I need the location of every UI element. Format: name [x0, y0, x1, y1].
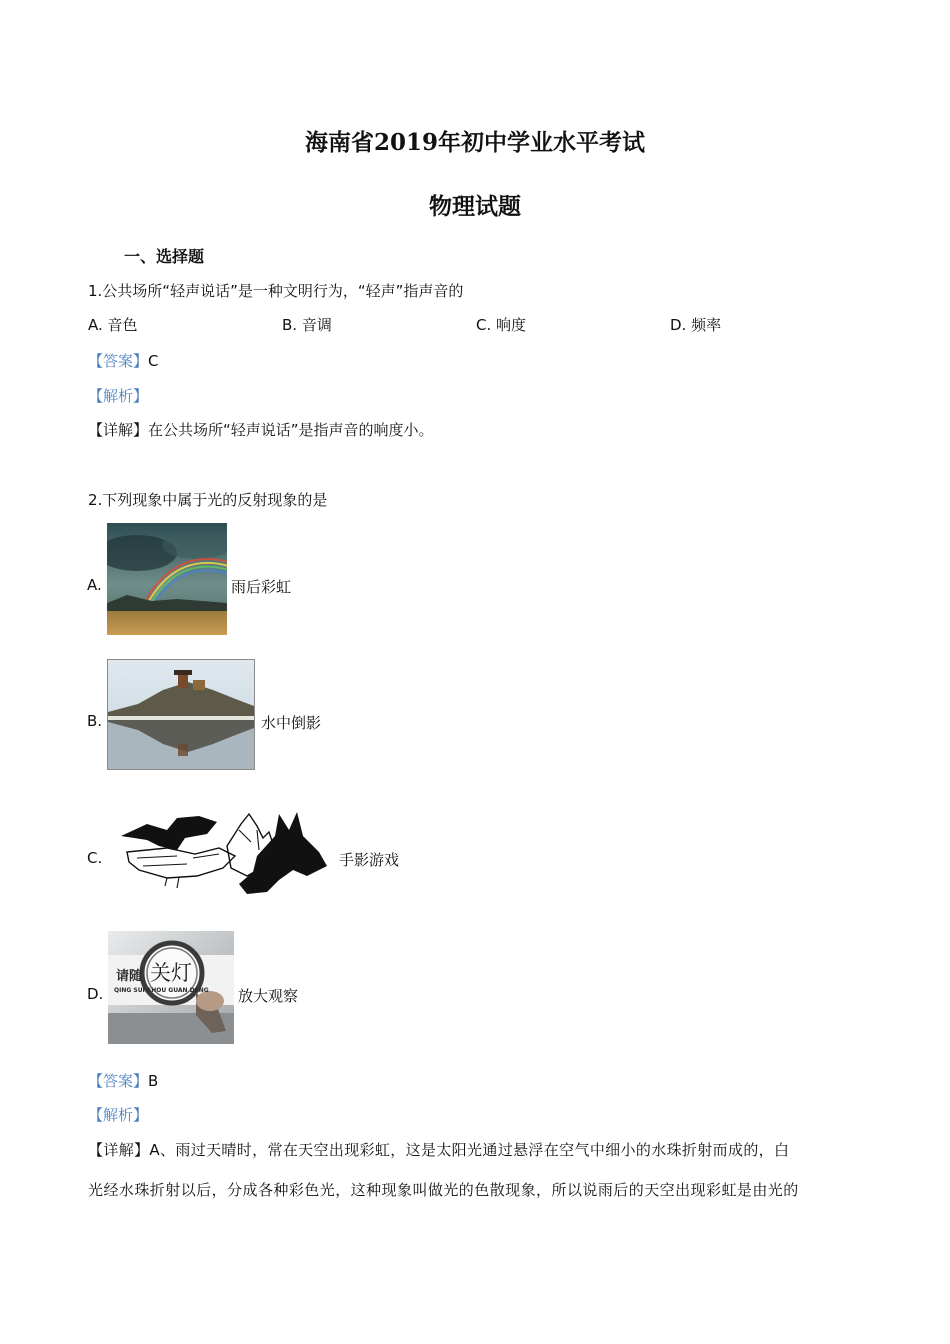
q2-option-d-caption: 放大观察 [238, 987, 299, 1005]
sign-text-magnified: 关灯 [150, 961, 192, 985]
answer-tag: 【答案】 [88, 1072, 149, 1090]
sign-text-pinyin: QING SUI SHOU GUAN DENG [114, 987, 209, 994]
answer-value: B [148, 1072, 159, 1090]
option-text: 音调 [301, 316, 332, 334]
q1-option-a [88, 315, 138, 335]
option-letter: B. [282, 316, 298, 334]
q2-answer [88, 1071, 158, 1091]
detail-text: A、雨过天晴时，常在天空出现彩虹，这是太阳光通过悬浮在空气中细小的水珠折射而成的，白 [149, 1141, 790, 1159]
magnifier-photo [108, 931, 234, 1044]
sign-text-left: 请随 [116, 969, 143, 984]
q2-detail-line-1 [88, 1140, 789, 1160]
page-subtitle: 物理试题 [429, 193, 521, 220]
question-1-stem: 1.公共场所“轻声说话”是一种文明行为，“轻声”指声音的 [88, 282, 464, 300]
answer-tag: 【答案】 [88, 352, 149, 370]
option-letter: C. [476, 316, 492, 334]
detail-text: 在公共场所“轻声说话”是指声音的响度小。 [148, 421, 434, 439]
q1-option-c [476, 315, 526, 335]
option-text: 音色 [107, 316, 138, 334]
q2-option-b-caption: 水中倒影 [261, 714, 322, 732]
water-reflection-photo [107, 659, 255, 770]
q2-option-a-caption: 雨后彩虹 [231, 578, 292, 596]
answer-value: C [148, 352, 159, 370]
hand-shadow-drawing [107, 806, 332, 898]
question-2-stem: 2.下列现象中属于光的反射现象的是 [88, 491, 328, 509]
option-text: 频率 [691, 316, 722, 334]
option-letter: D. [670, 316, 687, 334]
q2-detail-line-2: 光经水珠折射以后，分成各种彩色光，这种现象叫做光的色散现象，所以说雨后的天空出现彩虹是由光的 [88, 1181, 799, 1199]
page-title: 海南省2019年初中学业水平考试 [304, 129, 645, 156]
q1-answer [88, 351, 159, 371]
q2-analysis-tag: 【解析】 [88, 1106, 149, 1124]
option-letter: A. [88, 316, 103, 334]
q2-option-c-letter: C. [87, 849, 103, 867]
q2-option-d-letter: D. [87, 985, 104, 1003]
rainbow-photo [107, 523, 227, 635]
q1-detail [88, 420, 434, 440]
section-heading: 一、选择题 [124, 247, 205, 266]
option-text: 响度 [496, 316, 527, 334]
q2-option-a-letter: A. [87, 576, 102, 594]
q1-option-d [670, 315, 721, 335]
detail-tag: 【详解】 [88, 421, 149, 439]
detail-tag: 【详解】 [88, 1141, 150, 1159]
q2-option-b-letter: B. [87, 712, 103, 730]
q1-option-b [282, 315, 332, 335]
q2-option-c-caption: 手影游戏 [339, 851, 400, 869]
q1-analysis-tag: 【解析】 [88, 387, 149, 405]
